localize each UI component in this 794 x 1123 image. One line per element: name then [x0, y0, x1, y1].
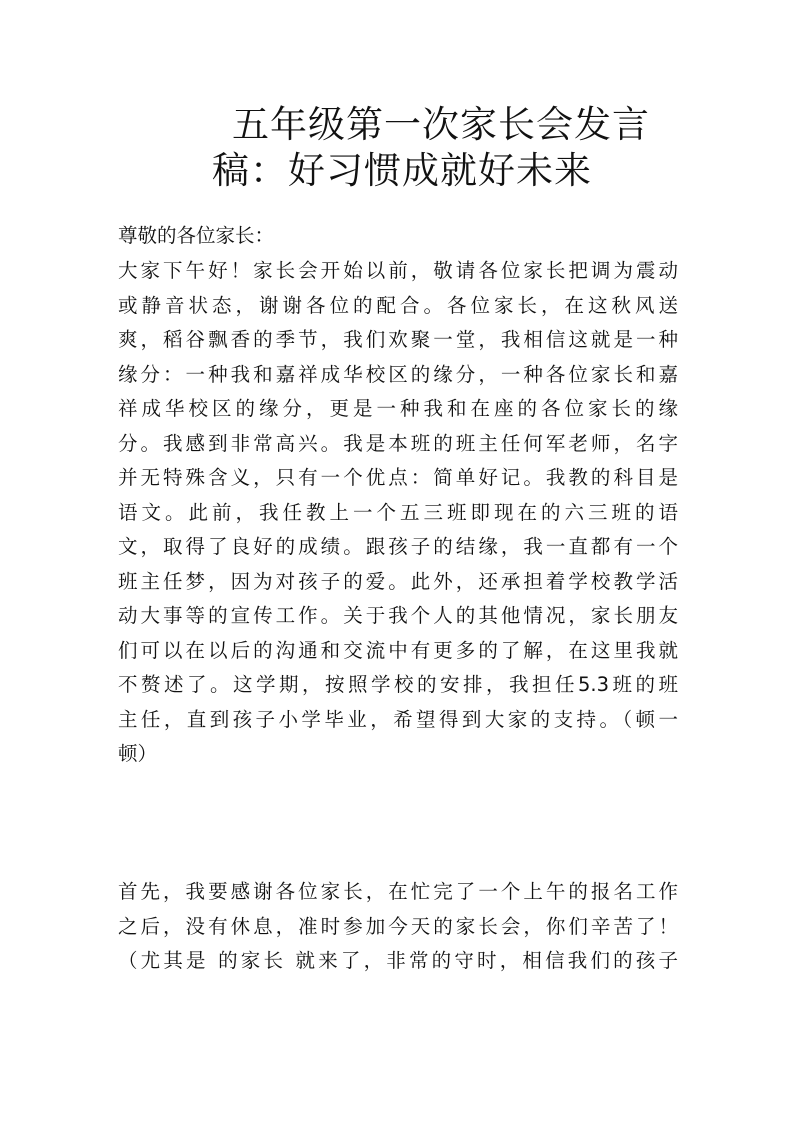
text-line: 之后，没有休息，准时参加今天的家长会，你们辛苦了！	[118, 914, 678, 938]
text-line: 祥成华校区的缘分，更是一种我和在座的各位家长的缘	[118, 397, 678, 420]
text-line: 主任，直到孩子小学毕业，希望得到大家的支持。（顿一	[118, 707, 678, 731]
text-line: 不赘述了。这学期，按照学校的安排，我担任5.3班的班	[118, 673, 678, 696]
document-title-line-2: 稿：好习惯成就好未来	[212, 149, 592, 192]
text-line: 爽，稻谷飘香的季节，我们欢聚一堂，我相信这就是一种	[118, 328, 678, 351]
text-line: 缘分：一种我和嘉祥成华校区的缘分，一种各位家长和嘉	[118, 362, 678, 386]
text-line: 大家下午好！家长会开始以前，敬请各位家长把调为震动	[118, 259, 678, 282]
text-line: 动大事等的宣传工作。关于我个人的其他情况，家长朋友	[118, 604, 678, 627]
text-line: 语文。此前，我任教上一个五三班即现在的六三班的语	[118, 500, 678, 524]
greeting-line: 尊敬的各位家长：	[118, 224, 275, 247]
document-title-line-1: 五年级第一次家长会发言	[232, 103, 650, 146]
paragraph-opening	[118, 254, 678, 772]
text-line: 班主任梦，因为对孩子的爱。此外，还承担着学校教学活	[118, 569, 678, 593]
text-line: 并无特殊含义，只有一个优点：简单好记。我教的科目是	[118, 466, 678, 489]
text-line: 分。我感到非常高兴。我是本班的班主任何军老师，名字	[118, 431, 678, 455]
text-line: 文，取得了良好的成绩。跟孩子的结缘，我一直都有一个	[118, 535, 678, 558]
text-line: 或静音状态，谢谢各位的配合。各位家长，在这秋风送	[118, 293, 678, 317]
text-line: （尤其是 的家长 就来了，非常的守时，相信我们的孩子	[118, 949, 678, 972]
paragraph-thanks	[118, 875, 678, 979]
text-line: 首先，我要感谢各位家长，在忙完了一个上午的报名工作	[118, 880, 678, 903]
text-line: 们可以在以后的沟通和交流中有更多的了解，在这里我就	[118, 638, 678, 662]
text-line: 顿）	[118, 742, 158, 765]
